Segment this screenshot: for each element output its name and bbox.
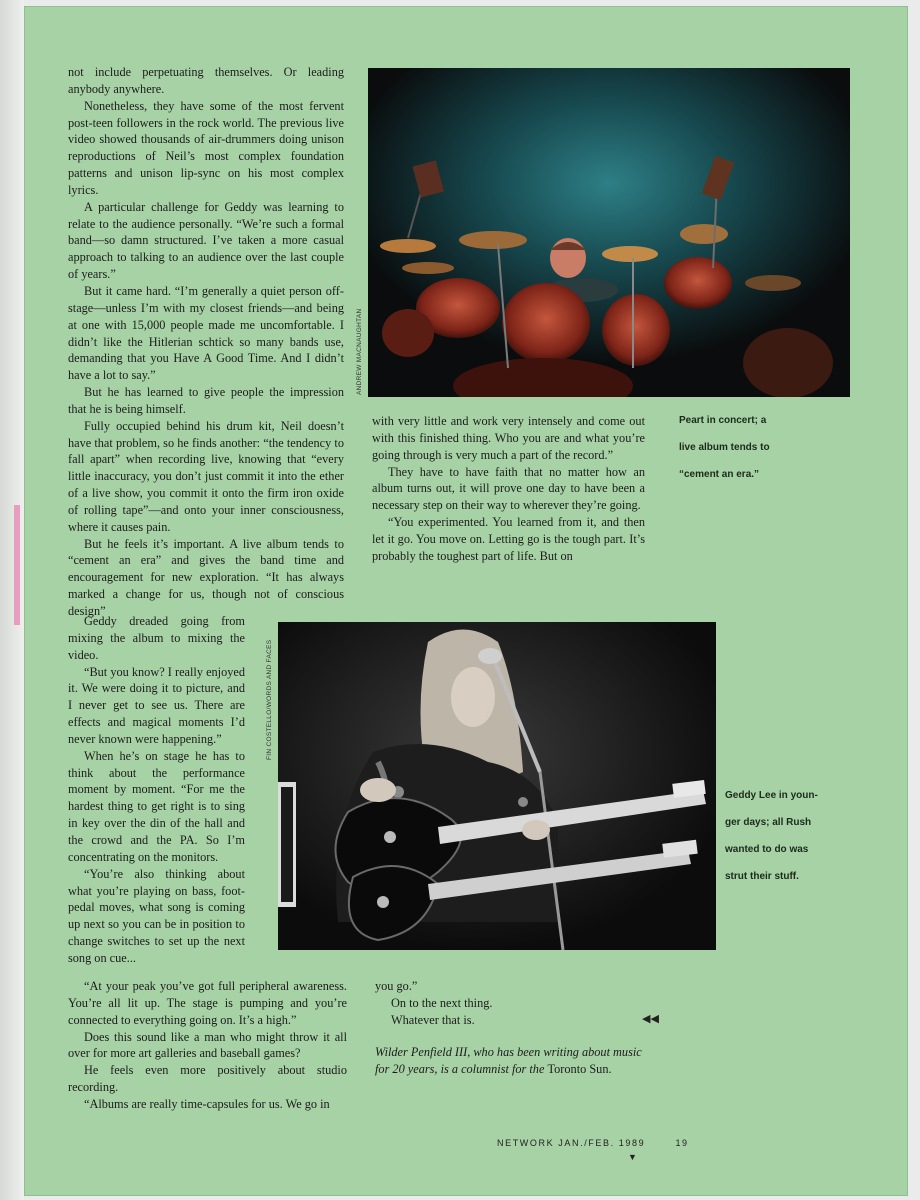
caption-line: Geddy Lee in youn- [725, 790, 818, 801]
down-arrow-icon: ▼ [628, 1152, 637, 1162]
paragraph: Fully occupied behind his drum kit, Neil doesn’t have that problem, so he finds another: “the tendency to fall apart” when recording live, knowing that “every little inaccuracy, you don’t just commit it into the ether of a live show, you commit it onto the firm iron oxide of rolling tape”—and onto your inner consciousness, where it causes pain. [68, 418, 344, 534]
photo-geddy-lee [278, 622, 716, 950]
paragraph: They have to have faith that no matter how an album turns out, it will prove one day to have been a necessary step on their way to wherever they’re going. [372, 464, 645, 513]
column-2-top [372, 413, 645, 565]
text-line: On to the next thing. [391, 995, 493, 1010]
byline-roman: Toronto Sun. [547, 1062, 612, 1076]
caption-geddy [725, 782, 875, 890]
paragraph: Geddy dreaded going from mixing the album to mixing the video. [68, 614, 245, 662]
paragraph: A particular challenge for Geddy was learning to relate to the audience personally. “We’re such a formal band—so damn structured. I’ve taken a more casual approach to talking to an audience over the last couple of years.” [68, 199, 344, 282]
paragraph: not include perpetuating themselves. Or leading anybody anywhere. [68, 65, 344, 96]
paragraph: “But you know? I really enjoyed it. We were doing it to picture, and I never get to see us. There are effects and magical moments I’d never known were happening.” [68, 664, 245, 746]
paragraph: He feels even more positively about studio recording. [68, 1063, 347, 1095]
paragraph: “You experimented. You learned from it, and then let it go. You move on. Letting go is the tough part. It’s probably the toughest part of life. But on [372, 515, 645, 563]
paragraph: with very little and work very intensely and come out with this finished thing. Who you are and what you’re going through is very much a part of the record.” [372, 414, 645, 462]
text-line: Whatever that is. [391, 1012, 475, 1027]
caption-line: wanted to do was [725, 844, 809, 855]
paragraph: When he’s on stage he has to think about the performance moment by moment. “For me the hardest thing to get right is to sing in key over the din of the hall and the crowd and the PA. So I’m concentrating on the monitors. [68, 748, 245, 864]
paragraph: “At your peak you’ve got full peripheral awareness. You’re all lit up. The stage is pumping and you’re connected to everything going on. It’s a high.” [68, 979, 347, 1027]
paragraph: “Albums are really time-capsules for us. We go in [84, 1096, 330, 1111]
margin-mark [14, 505, 20, 625]
caption-line: Peart in concert; a [679, 415, 767, 426]
column-2-bottom [375, 978, 645, 1029]
scan-spine [0, 0, 24, 1200]
guitarist-illustration [278, 622, 716, 950]
paragraph: “You’re also thinking about what you’re playing on bass, foot-pedal moves, what song is coming up next so you can be in position to change switches to set up the next song on cue... [68, 866, 245, 965]
caption-drummer [679, 407, 829, 488]
caption-line: “cement an era.” [679, 469, 760, 480]
paragraph: Nonetheless, they have some of the most fervent post-teen followers in the rock world. The previous live video showed thousands of air-drummers doing unison reproductions of Neil’s most complex foundation patterns and unison lip-sync on his most complex lyrics. [68, 98, 344, 197]
column-1-narrow [68, 613, 245, 967]
page-footer [497, 1138, 689, 1148]
text-line: you go.” [375, 979, 418, 993]
caption-line: strut their stuff. [725, 871, 799, 882]
byline-italic: Wilder Penfield III, who has been writing about music for 20 years, is a columnist for the [375, 1045, 642, 1076]
author-byline [375, 1044, 643, 1078]
caption-line: live album tends to [679, 442, 770, 453]
column-1-top [68, 64, 344, 620]
paragraph: But it came hard. “I’m generally a quiet person off-stage—unless I’m with my closest friends—and being at one with 15,000 people made me uncomfortable. I didn’t like the Hitlerian schtick so many bands use, demanding that you Have A Good Time. And I didn’t have a lot to say.” [68, 283, 344, 383]
end-mark-icon: ◀◀ [642, 1013, 659, 1025]
column-1-bottom [68, 978, 347, 1113]
photo-drummer-concert [368, 68, 850, 397]
caption-line: ger days; all Rush [725, 817, 812, 828]
photo-credit: FIN COSTELLO/WORDS AND FACES [266, 639, 273, 760]
paragraph: Does this sound like a man who might throw it all over for more art galleries and baseball games? [68, 1029, 347, 1061]
paragraph: But he has learned to give people the impression that he is being himself. [68, 385, 344, 416]
page-number: 19 [675, 1138, 689, 1148]
footer-publication: NETWORK JAN./FEB. 1989 [497, 1138, 646, 1148]
paragraph: But he feels it’s important. A live album tends to “cement an era” and gives the band time and encouragement for new exploration. “It has always marked a change for us, though not of conscious design” [68, 536, 344, 618]
drummer-illustration [368, 68, 850, 397]
photo-credit: ANDREW MACNAUGHTAN [356, 308, 363, 395]
